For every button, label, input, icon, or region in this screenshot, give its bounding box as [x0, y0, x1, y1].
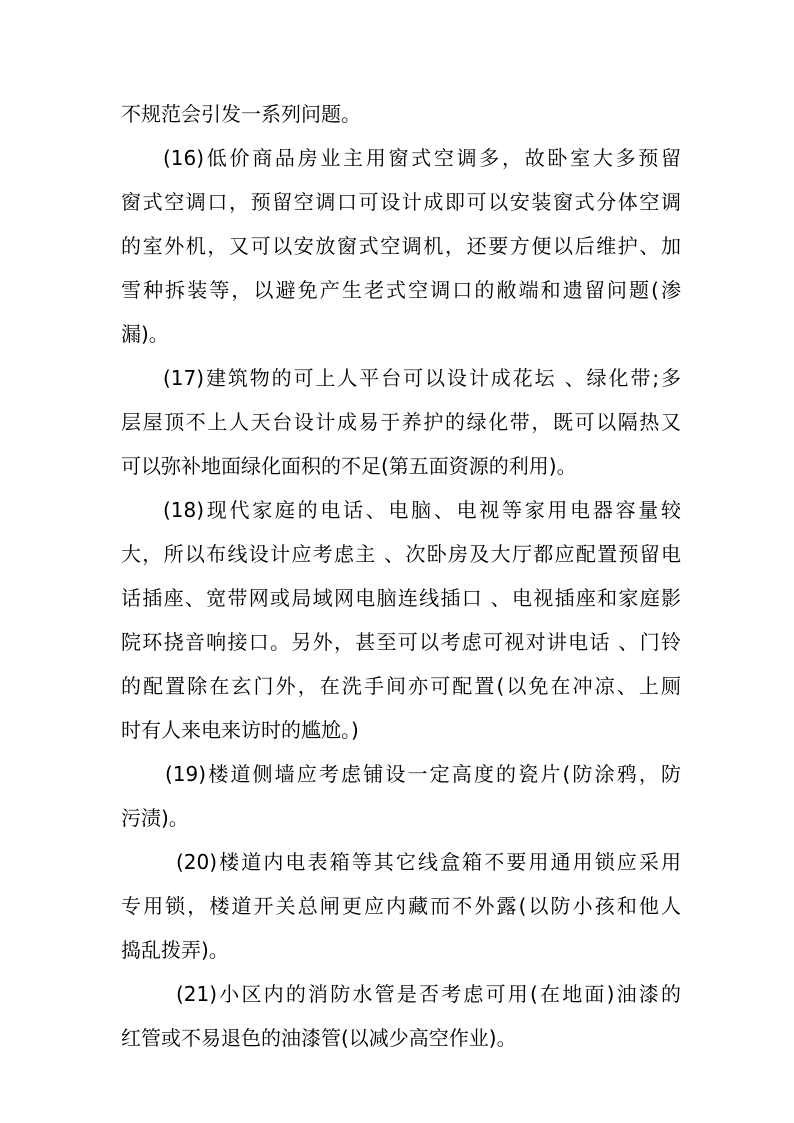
text-line: 专用锁，楼道开关总闸更应内藏而不外露(以防小孩和他人 — [121, 894, 681, 918]
text-line: 雪种拆装等，以避免产生老式空调口的敝端和遗留问题(渗 — [121, 278, 681, 302]
text-line: 时有人来电来访时的尴尬。) — [121, 718, 359, 742]
paragraph-19-line: (19)楼道侧墙应考虑铺设一定高度的瓷片(防涂鸦，防 — [165, 762, 681, 786]
text-line: 层屋顶不上人天台设计成易于养护的绿化带，既可以隔热又 — [121, 410, 681, 434]
text-line: 污渍)。 — [121, 806, 189, 830]
text-line: 的室外机，又可以安放窗式空调机，还要方便以后维护、加 — [121, 234, 681, 258]
text-line: 红管或不易退色的油漆管(以减少高空作业)。 — [121, 1026, 517, 1050]
text-line: 不规范会引发一系列问题。 — [121, 102, 361, 126]
text-line: 院环挠音响接口。另外，甚至可以考虑可视对讲电话 、门铃 — [121, 630, 681, 654]
paragraph-21-line: (21)小区内的消防水管是否考虑可用(在地面)油漆的 — [176, 982, 681, 1006]
text-line: 可以弥补地面绿化面积的不足(第五面资源的利用)。 — [121, 454, 577, 478]
text-line: 捣乱拨弄)。 — [121, 938, 229, 962]
text-line: 窗式空调口，预留空调口可设计成即可以安装窗式分体空调 — [121, 190, 681, 214]
text-line: 大，所以布线设计应考虑主 、次卧房及大厅都应配置预留电 — [121, 542, 681, 566]
text-line: 话插座、宽带网或局域网电脑连线插口 、电视插座和家庭影 — [121, 586, 681, 610]
paragraph-16-line: (16)低价商品房业主用窗式空调多，故卧室大多预留 — [163, 146, 681, 170]
text-line: 漏)。 — [121, 322, 169, 346]
paragraph-20-line: (20)楼道内电表箱等其它线盒箱不要用通用锁应采用 — [176, 850, 681, 874]
text-line: 的配置除在玄门外，在洗手间亦可配置(以免在冲凉、上厕 — [121, 674, 681, 698]
paragraph-18-line: (18)现代家庭的电话、电脑、电视等家用电器容量较 — [163, 498, 681, 522]
paragraph-17-line: (17)建筑物的可上人平台可以设计成花坛 、绿化带;多 — [163, 366, 681, 390]
